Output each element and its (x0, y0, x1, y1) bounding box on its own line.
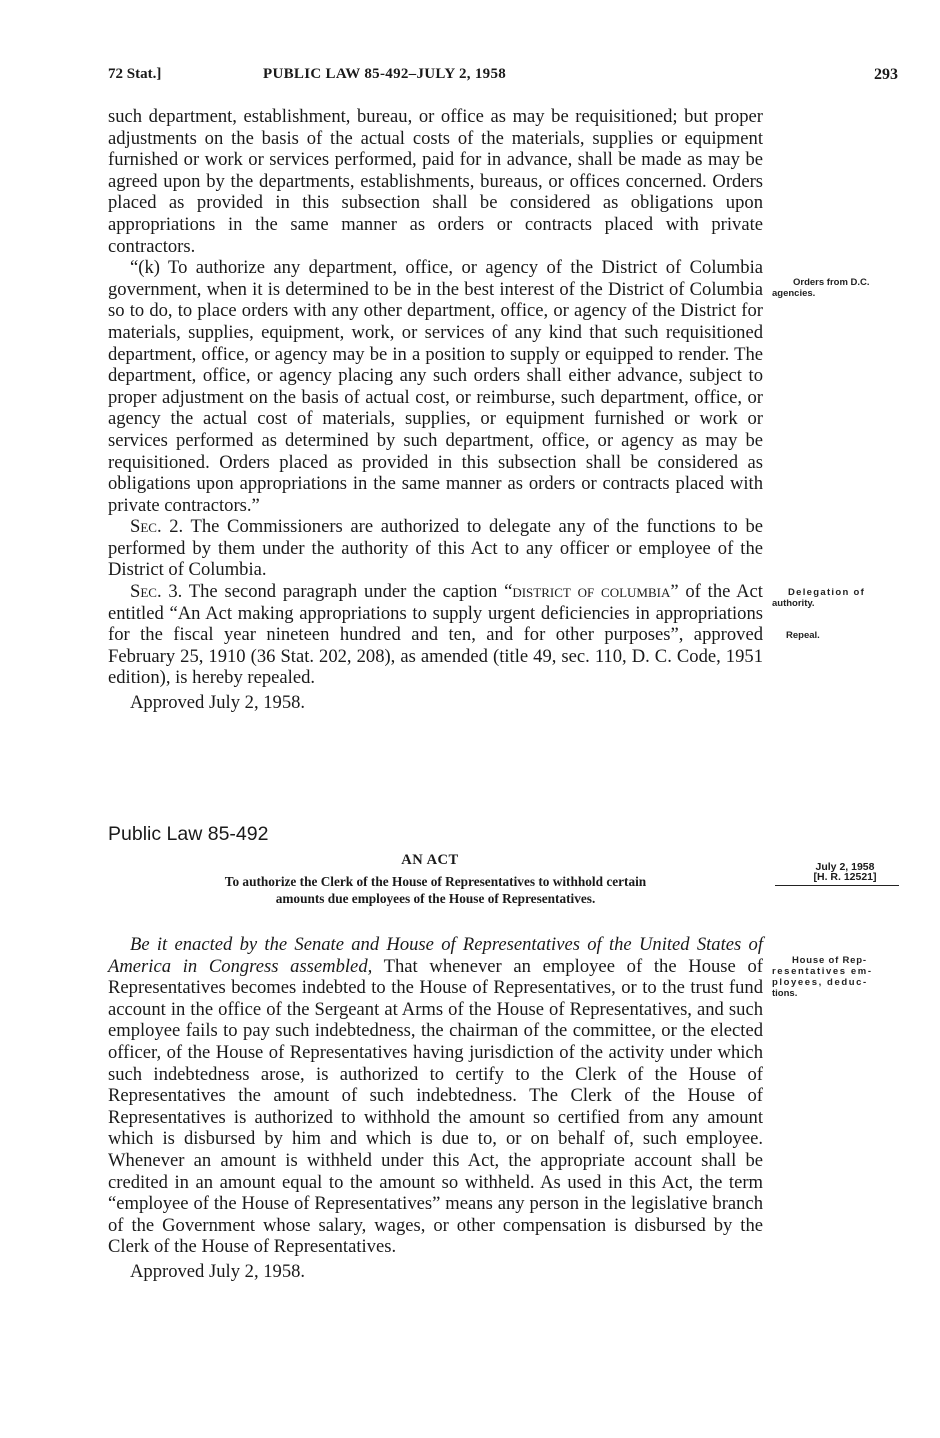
margin-note-delegation-line-1: Delegation of (788, 587, 866, 598)
margin-note-house-line-3: ployees, deduc- (772, 977, 868, 988)
section-2-text: The Commissioners are authorized to delegate any of the functions to be performed by them under the authority of this Act to any officer or employee of the District of Columbia. (108, 516, 764, 581)
section-2-label: Sec. 2. (130, 516, 184, 538)
running-head (108, 66, 898, 90)
enacting-paragraph (108, 934, 763, 1258)
approved-date-2: Approved July 2, 1958. (130, 1260, 306, 1282)
margin-note-house (772, 955, 912, 999)
date-rule-divider (775, 885, 899, 886)
margin-note-delegation (772, 587, 912, 609)
law-2-text: That whenever an employee of the House of Representatives becomes indebted to the House of Representatives, or to the trust fund account in the office of the Sergeant at Arms of the House of Representatives, and such employee fails to pay such indebtedness, the chairman of the committee, or the elected officer, of the House of Representatives having jurisdiction of the activity under which such indebtedness arose, is authorized to certify to the Clerk of the House of Representatives the amount of such indebtedness. The Clerk of the House of Representatives is authorized to withhold the amount so certified from any amount which is disbursed by him and which is due to, or on behalf of, such employee. Whenever an amount is withheld under this Act, the appropriate account shall be credited in an amount equal to the amount so withheld. As used in this Act, the term “employee of the House of Representatives” means any person in the legislative branch of the Government whose salary, wages, or other compensation is disbursed by the Clerk of the House of Representatives. (108, 955, 763, 1258)
section-2 (108, 516, 763, 581)
paragraph-subsection-k: “(k) To authorize any department, office, or agency of the District of Columbia government, when it is determined to be in the best interest of the District of Columbia so to do, to place orders with any other department, office, or agency of the District for materials, supplies, equipment, work, or services of any kind that such requisitioned department, office, or agency may be in a position to supply or equipped to render. The department, office, or agency placing any such orders shall either advance, subject to proper adjustment on the basis of actual cost, or reimburse, such department, office, or agency the actual cost of materials, supplies, or equipment furnished or work or services performed as determined by such department, office, or agency as may be requisitioned. Orders placed as provided in this subsection shall be considered as obligations upon appropriations in the same manner as orders or contracts placed with private contractors.” (108, 257, 763, 516)
purpose-line-1: To authorize the Clerk of the House of Representatives to withhold certain (224, 874, 647, 889)
enactment-date: July 2, 1958 (815, 861, 875, 873)
margin-note-orders-line-2: agencies. (772, 288, 816, 299)
running-title: PUBLIC LAW 85-492–JULY 2, 1958 (263, 66, 507, 82)
section-3-text-a: The second paragraph under the caption “ (182, 581, 513, 603)
margin-note-delegation-line-2: authority. (772, 598, 815, 609)
paragraph-continued: such department, establishment, bureau, or office as may be requisitioned; but proper adjustments on the basis of the actual costs of the materials, supplies or equipment furnished or work or services performed, paid for in advance, shall be made as may be agreed upon by the departments, establishments, bureaus, or offices concerned. Orders placed as provided in this subsection shall be considered as obligations upon appropriations in the same manner as orders or contracts placed with private contractors. (108, 106, 763, 257)
law-2-body (108, 934, 763, 1283)
margin-note-repeal: Repeal. (786, 630, 820, 641)
public-law-title: Public Law 85-492 (108, 823, 269, 845)
page-number: 293 (874, 66, 898, 83)
margin-note-orders-line-1: Orders from D.C. (793, 277, 870, 288)
margin-note-house-line-2: resentatives em- (772, 966, 873, 977)
margin-note-house-line-1: House of Rep- (792, 955, 867, 966)
approved-date-1: Approved July 2, 1958. (130, 692, 306, 714)
section-3 (108, 581, 763, 689)
margin-note-house-line-4: tions. (772, 988, 798, 999)
an-act-heading: AN ACT (401, 852, 459, 868)
purpose-line-2: amounts due employees of the House of Representatives. (275, 891, 596, 906)
margin-note-orders (772, 277, 912, 299)
enacting-clause: Be it enacted by the Senate and House of Representatives of the United States of America in Congress assembled, (108, 934, 763, 977)
act-purpose (108, 873, 763, 907)
bill-number: [H. R. 12521] (813, 871, 877, 883)
section-3-caption: district of columbia (512, 581, 671, 603)
section-3-text-b: ” of the Act entitled “An Act making appropriations to supply urgent deficiencies in appropriations for the fiscal year nineteen hundred and ten, and for other purposes”, approved February 25, 1910 (36 Stat. 202, 208), as amended (title 49, sec. 110, D. C. Code, 1951 edition), is hereby repealed. (108, 581, 763, 689)
section-3-label: Sec. 3. (130, 581, 183, 603)
statute-reference: 72 Stat.] (108, 66, 162, 82)
law-body-continued (108, 106, 763, 714)
enactment-date-block (790, 862, 900, 882)
